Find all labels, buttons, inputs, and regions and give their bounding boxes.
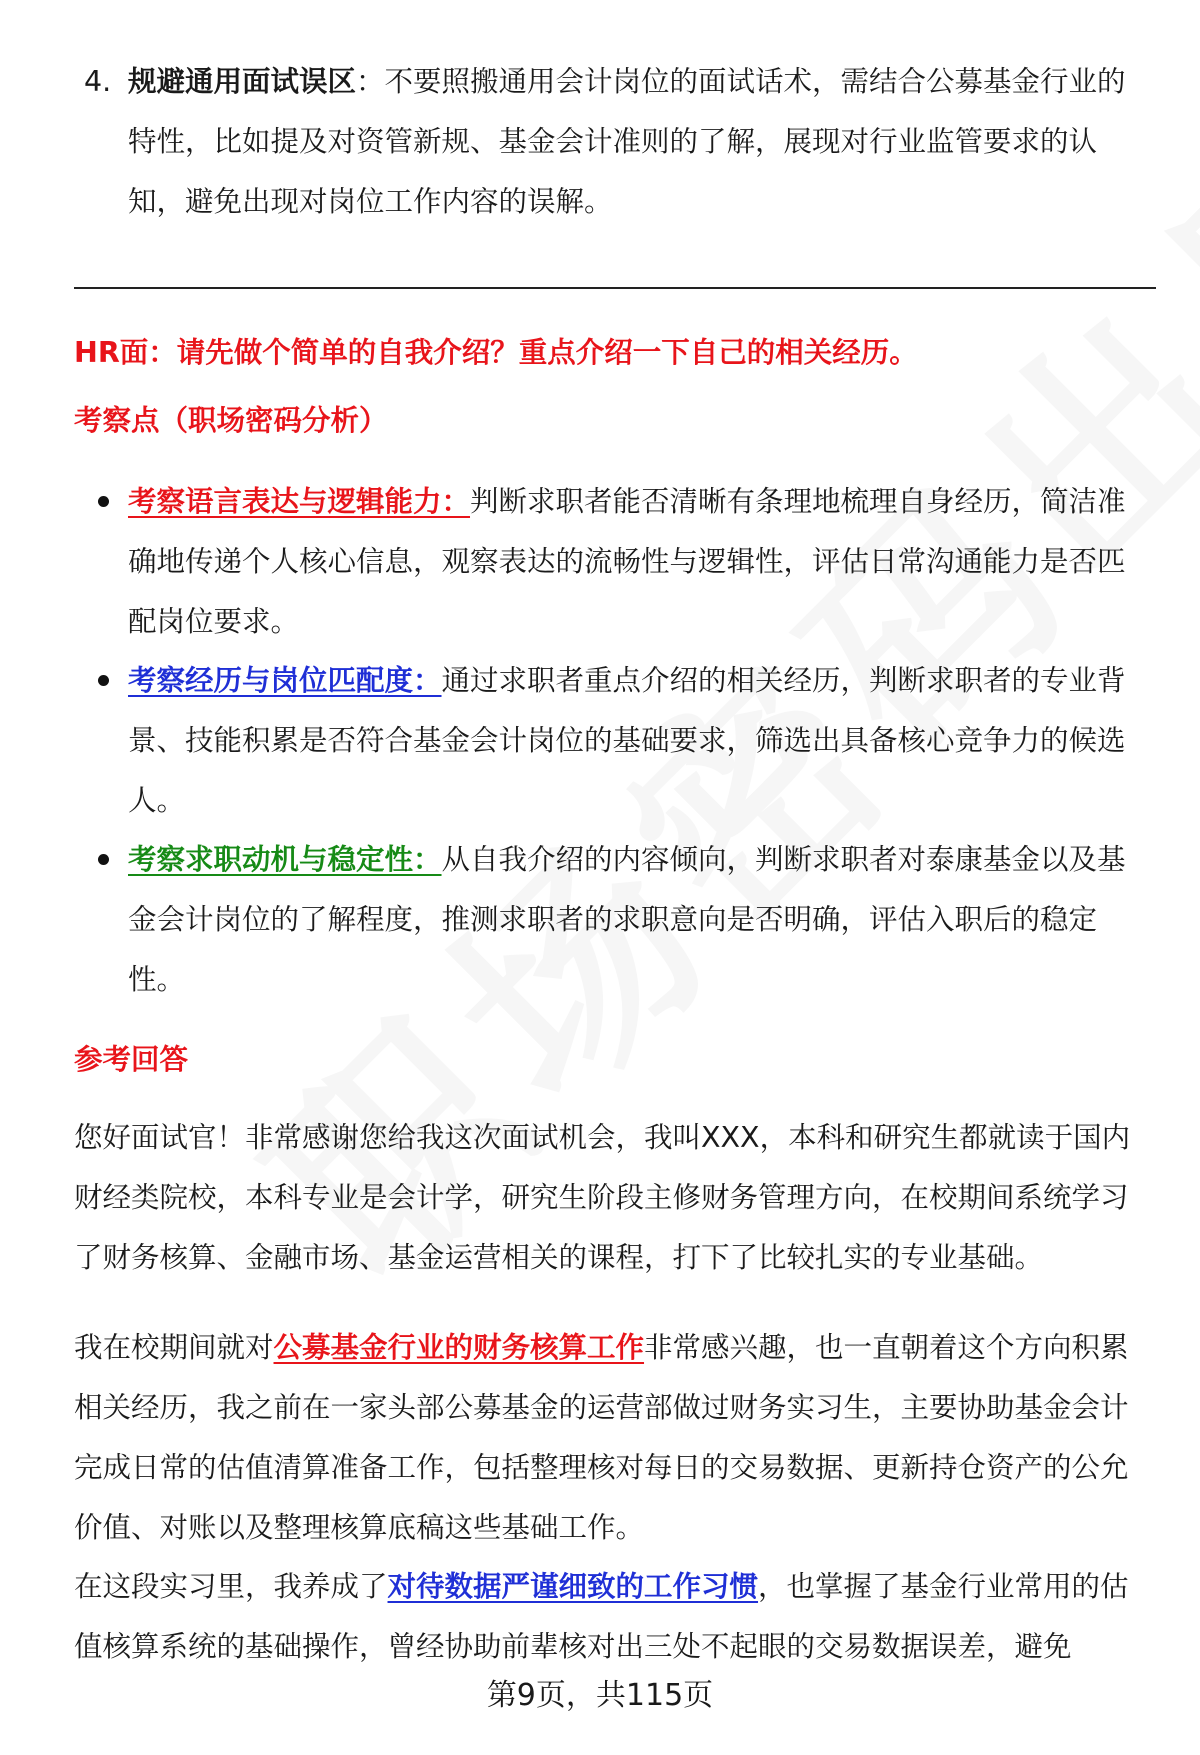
answer-highlight: 公募基金行业的财务核算工作 xyxy=(273,1331,645,1364)
section-divider xyxy=(74,287,1156,289)
answer-paragraph-1: 您好面试官！非常感谢您给我这次面试机会，我叫XXX，本科和研究生都就读于国内财经类院校，本科专业是会计学，研究生阶段主修财务管理方向，在校期间系统学习了财务核算、金融市场、基金运营相关的课程，打下了比较扎实的专业基础。 xyxy=(74,1121,1131,1274)
bullet-dot xyxy=(98,496,109,507)
answer-text: 我在校期间就对 xyxy=(74,1331,274,1364)
hr-question: HR面：请先做个简单的自我介绍？重点介绍一下自己的相关经历。 xyxy=(74,336,918,369)
answer-highlight: 对待数据严谨细致的工作习惯 xyxy=(387,1570,759,1603)
analysis-heading: 考察点（职场密码分析） xyxy=(74,404,388,437)
list-number: 4. xyxy=(84,65,112,98)
bullet-text: 判断求职者能否清晰有条理地梳理自身经历，简洁准确地传递个人核心信息，观察表达的流畅性与逻辑性，评估日常沟通能力是否匹配岗位要求。 xyxy=(128,485,1126,638)
bullet-item xyxy=(128,651,1146,831)
bullet-dot xyxy=(98,854,109,865)
item4-paragraph xyxy=(128,52,1146,232)
bullet-label: 考察语言表达与逻辑能力： xyxy=(128,485,471,518)
answer-heading: 参考回答 xyxy=(74,1043,189,1076)
answer-text: 在这段实习里，我养成了 xyxy=(74,1570,388,1603)
bullet-item xyxy=(128,830,1146,1010)
bullet-text: 从自我介绍的内容倾向，判断求职者对泰康基金以及基金会计岗位的了解程度，推测求职者的求职意向是否明确，评估入职后的稳定性。 xyxy=(128,843,1126,996)
bullet-dot xyxy=(98,675,109,686)
bullet-text: 通过求职者重点介绍的相关经历，判断求职者的专业背景、技能积累是否符合基金会计岗位的基础要求，筛选出具备核心竞争力的候选人。 xyxy=(128,664,1126,817)
bullet-item xyxy=(128,472,1146,652)
item4-text: 不要照搬通用会计岗位的面试话术，需结合公募基金行业的特性，比如提及对资管新规、基金会计准则的了解，展现对行业监管要求的认知，避免出现对岗位工作内容的误解。 xyxy=(128,65,1126,218)
item4-sep: ： xyxy=(356,65,385,98)
answer-paragraph-2 xyxy=(74,1318,1146,1558)
answer-text: 非常感兴趣，也一直朝着这个方向积累相关经历，我之前在一家头部公募基金的运营部做过财务实习生，主要协助基金会计完成日常的估值清算准备工作，包括整理核对每日的交易数据、更新持仓资产的公允价值、对账以及整理核算底稿这些基础工作。 xyxy=(74,1331,1129,1544)
answer-paragraph-3 xyxy=(74,1557,1146,1677)
answer-text: ，也掌握了基金行业常用的估值核算系统的基础操作，曾经协助前辈核对出三处不起眼的交易数据误差，避免 xyxy=(74,1570,1129,1663)
bullet-label: 考察求职动机与稳定性： xyxy=(128,843,442,876)
page-number: 第9页，共115页 xyxy=(486,1678,714,1713)
item4-title: 规避通用面试误区 xyxy=(128,65,357,98)
bullet-label: 考察经历与岗位匹配度： xyxy=(128,664,442,697)
